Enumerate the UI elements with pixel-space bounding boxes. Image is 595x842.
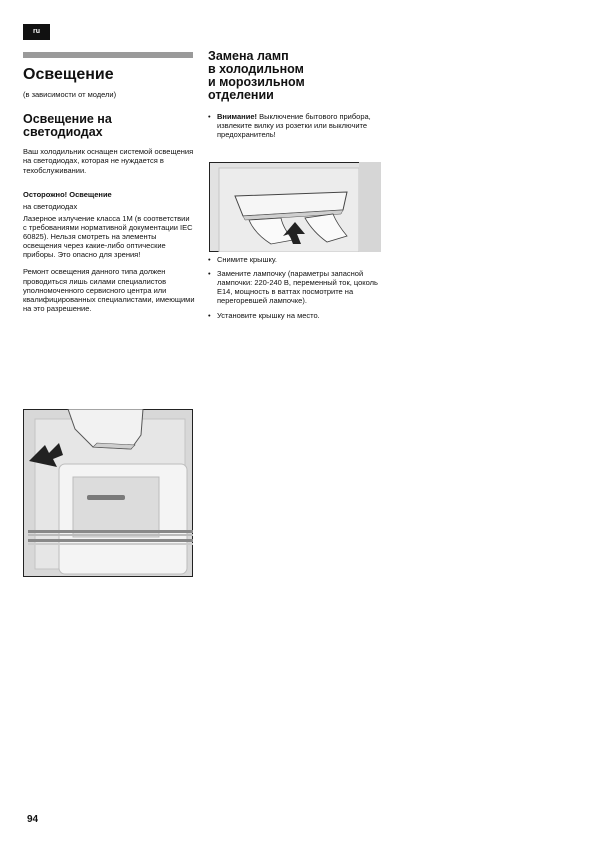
step-item: • Снимите крышку. (208, 255, 380, 264)
steps-list (208, 255, 380, 320)
left-column (23, 66, 195, 321)
led-section-title (23, 113, 195, 139)
led-intro: Ваш холодильник оснащен системой освещения на светодиодах, которая не нуждается в техобслуживании. (23, 147, 194, 175)
laser-warning: Лазерное излучение класса 1M (в соответствии с требованиями нормативной документации IEC 60825). Нельзя смотреть на элементы освещения через какие-либо оптические приборы. Это опасно для зрения! (23, 213, 193, 260)
caution-line1: Осторожно! Освещение (23, 189, 112, 199)
led-title-line2: светодиодах (23, 125, 103, 140)
step-item: • Установите крышку на место. (208, 311, 380, 320)
attention-label: Внимание! (217, 111, 257, 121)
attention-list (208, 112, 380, 139)
step-item: • Замените лампочку (параметры запасной лампочки: 220-240 В, переменный ток, цоколь E14, мощность в ваттах посмотрите на перегоревшей лампочке). (208, 269, 380, 306)
caution-line2: на светодиодах (23, 201, 78, 211)
led-light-illustration (23, 409, 193, 577)
repair-notice: Ремонт освещения данного типа должен проводиться лишь силами специалистов уполномоченного сервисного центра или квалифицированных специалистами, имеющими на это разрешение. (23, 267, 195, 313)
section-rule (23, 52, 193, 58)
page-subtitle: (в зависимости от модели) (23, 90, 117, 99)
title-line3: и морозильном (208, 75, 305, 90)
language-tab: ru (23, 24, 50, 40)
page-number: 94 (27, 814, 39, 825)
title-line1: Замена ламп (208, 49, 289, 63)
attention-text: Выключение бытового прибора, извлеките вилку из розетки или выключите предохранитель! (217, 111, 371, 139)
cover-removal-illustration (209, 162, 381, 252)
lamp-replacement-title (208, 50, 380, 103)
title-line2: в холодильном (208, 62, 304, 77)
page-title: Освещение (23, 66, 114, 83)
led-title-line1: Освещение на (23, 112, 112, 126)
title-line4: отделении (208, 88, 274, 103)
caution-heading (23, 189, 195, 213)
attention-item (208, 112, 380, 139)
